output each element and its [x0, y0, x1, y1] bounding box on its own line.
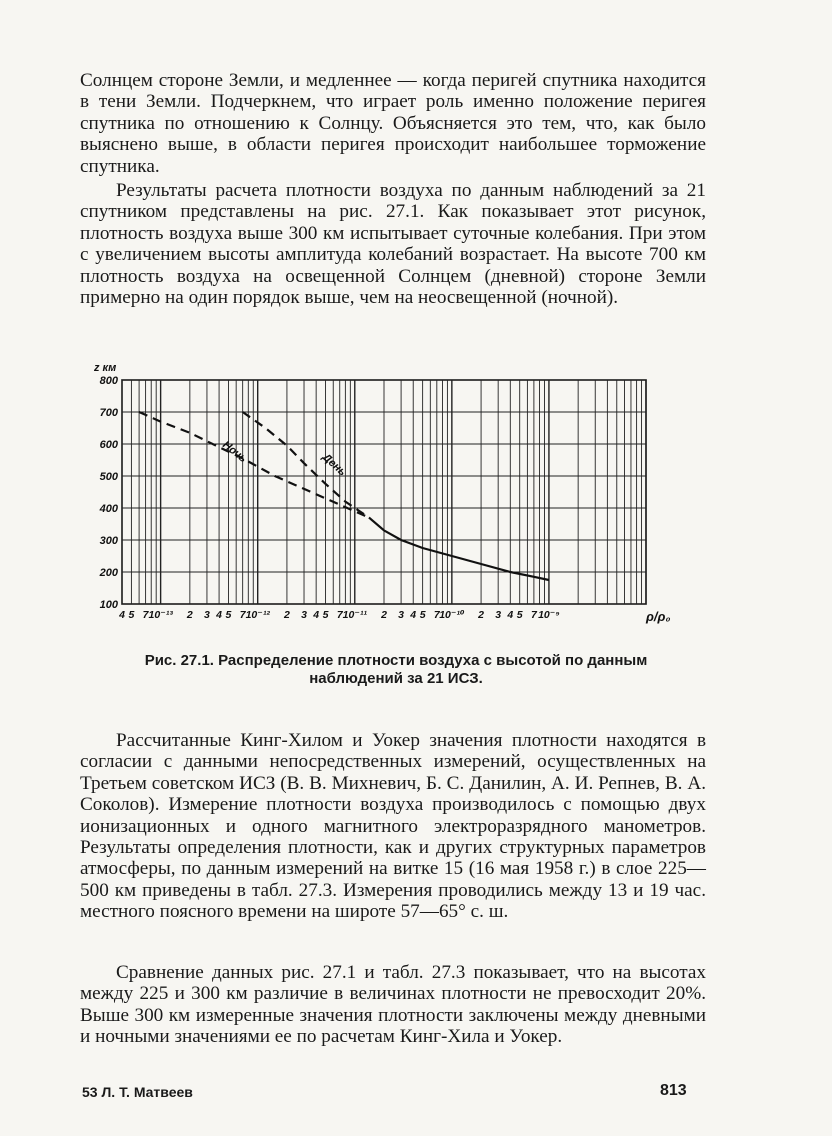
- x-tick-label: 5: [419, 609, 426, 621]
- y-tick-label: 100: [99, 599, 118, 611]
- x-tick-label: 4: [313, 609, 320, 621]
- chart-series: [139, 412, 549, 580]
- paragraph-4: [80, 962, 706, 1048]
- x-tick-label: 2: [381, 609, 387, 621]
- x-tick-label: 3: [495, 609, 502, 621]
- x-tick-label: 7: [433, 609, 440, 621]
- footer-signature: 53 Л. Т. Матвеев: [82, 1084, 193, 1100]
- y-axis-label: z км: [94, 362, 117, 374]
- series-label-day: День: [319, 451, 349, 479]
- paragraph-3: [80, 730, 706, 923]
- x-tick-label: 10⁻⁹: [538, 609, 560, 621]
- x-tick-label: 3: [204, 609, 210, 621]
- paragraph-1: Солнцем стороне Земли, и медленнее — когда перигей спутника находится в тени Земли. Подчеркнем, что играет роль именно положение перигея спутника по отношению к Солнцу. Объясняется это тем, что, как было выяснено выше, в области перигея происходит наибольшее торможение спутника.: [80, 70, 706, 177]
- x-tick-label: 4: [119, 609, 125, 621]
- y-tick-label: 300: [99, 535, 118, 547]
- x-tick-label: 7: [239, 609, 246, 621]
- x-tick-label: 3: [398, 609, 405, 621]
- paragraph-3-text: Рассчитанные Кинг-Хилом и Уокер значения плотности находятся в согласии с данными непосредственных измерений, осуществленных на Третьем советском ИСЗ (В. В. Михневич, Б. С. Данилин, А. И. Репнев, В. А. Соколов). Измерение плотности воздуха производилось с помощью двух ионизационных и одного магнитного электроразрядного манометров. Результаты определения плотности, как и других структурных параметров атмосферы, по данным измерений на витке 15 (16 мая 1958 г.) в слое 225—500 км приведены в табл. 27.3. Измерения проводились между 13 и 19 час. местного поясного времени на широте 57—65° с. ш.: [80, 730, 706, 923]
- y-tick-label: 600: [99, 439, 118, 451]
- paragraph-2: [80, 180, 706, 308]
- x-tick-label: 3: [301, 609, 307, 621]
- chart-grid: [122, 380, 646, 604]
- x-tick-label: 7: [336, 609, 343, 621]
- series-label-night: Ночь: [220, 438, 249, 466]
- y-tick-label: 400: [99, 503, 118, 515]
- x-tick-label: 2: [478, 609, 484, 621]
- x-tick-label: 5: [128, 609, 135, 621]
- x-axis-label: ρ/ρ₀: [646, 609, 671, 624]
- x-tick-label: 4: [216, 609, 222, 621]
- x-tick-label: 10⁻¹⁰: [439, 609, 465, 621]
- x-tick-label: 4: [410, 609, 417, 621]
- x-tick-label: 10⁻¹¹: [342, 609, 367, 621]
- x-tick-label: 7: [530, 609, 537, 621]
- x-tick-label: 2: [186, 609, 193, 621]
- x-axis-ticks: [118, 609, 560, 621]
- x-tick-label: 4: [507, 609, 514, 621]
- y-tick-label: 800: [99, 375, 118, 387]
- paragraph-2-text: Результаты расчета плотности воздуха по данным наблюдений за 21 спутником представлены на рис. 27.1. Как показывает этот рисунок, плотность воздуха выше 300 км испытывает суточные колебания. При этом с увеличением высоты амплитуда колебаний возрастает. На высоте 700 км плотность воздуха на освещенной Солнцем (дневной) стороне Земли примерно на один порядок выше, чем на неосвещенной (ночной).: [80, 180, 706, 309]
- y-tick-label: 200: [99, 567, 118, 579]
- y-tick-label: 500: [99, 471, 118, 483]
- density-altitude-chart: [86, 358, 716, 638]
- y-tick-label: 700: [99, 407, 118, 419]
- figure-caption: Рис. 27.1. Распределение плотности воздуха с высотой по данным наблюдений за 21 ИСЗ.: [144, 652, 648, 687]
- x-tick-label: 10⁻¹³: [148, 609, 173, 621]
- x-tick-label: 5: [322, 609, 329, 621]
- y-axis-ticks: [99, 375, 119, 611]
- x-tick-label: 10⁻¹²: [245, 609, 270, 621]
- x-tick-label: 2: [284, 609, 290, 621]
- x-tick-label: 7: [142, 609, 149, 621]
- x-tick-label: 5: [516, 609, 523, 621]
- paragraph-4-text: Сравнение данных рис. 27.1 и табл. 27.3 показывает, что на высотах между 225 и 300 км различие в величинах плотности не превосходит 20%. Выше 300 км измеренные значения плотности заключены между дневными и ночными значениями ее по расчетам Кинг-Хила и Уокер.: [80, 962, 706, 1048]
- x-tick-label: 5: [225, 609, 232, 621]
- page-number: 813: [660, 1082, 687, 1099]
- series-line-combined: [369, 518, 549, 580]
